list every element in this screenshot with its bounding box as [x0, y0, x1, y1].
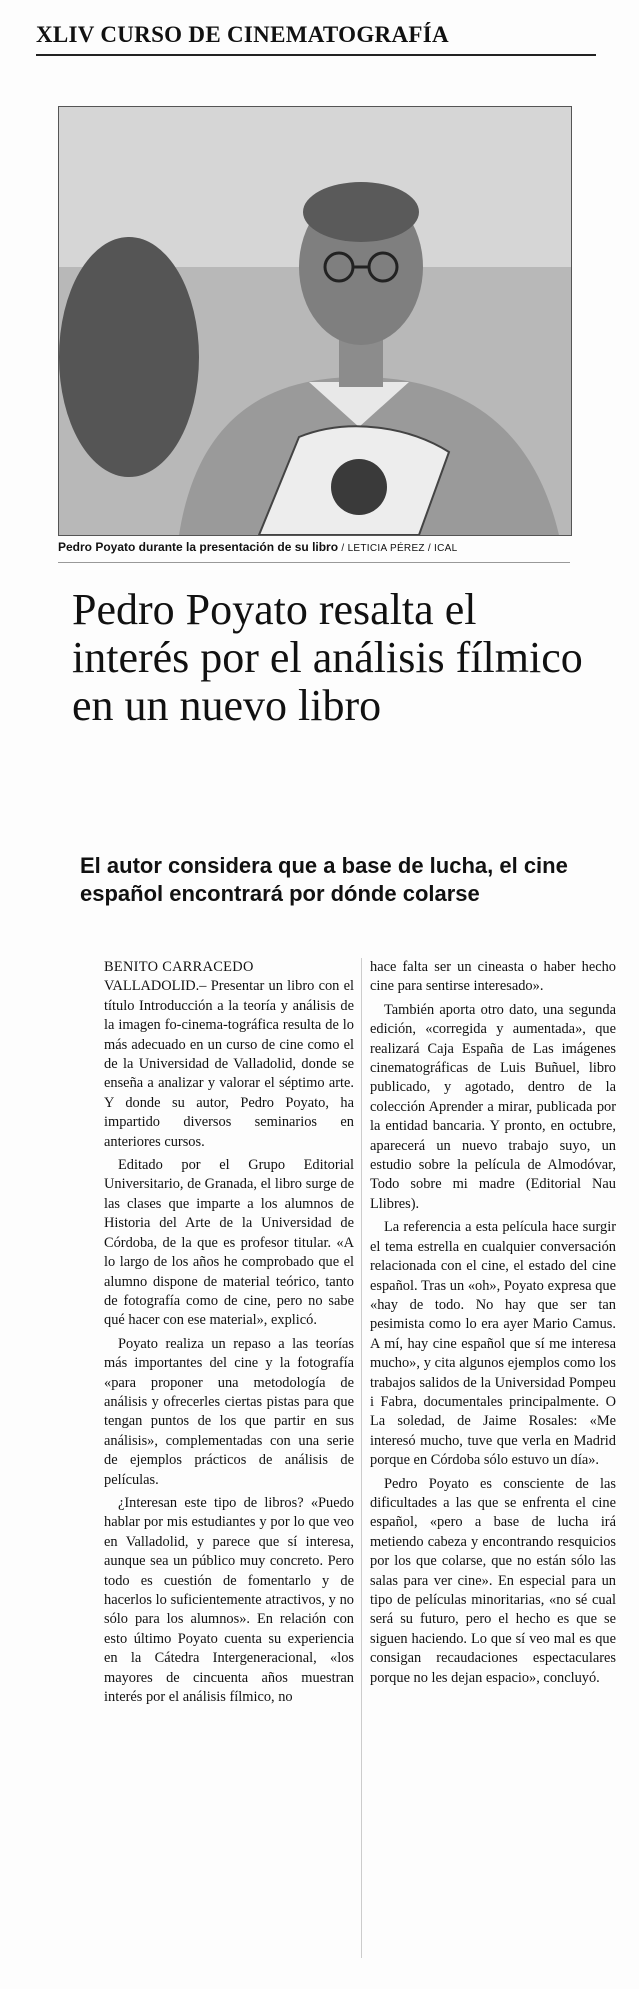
caption-divider	[58, 562, 570, 563]
section-header: XLIV CURSO DE CINEMATOGRAFÍA	[36, 22, 596, 56]
paragraph-text: Presentar un libro con el título Introducción a la teoría y análisis de la imagen fo-cinema-tográfica resulta de lo más adecuado en un curso de cine como el de la Universidad de Valladolid, donde se enseña a analizar y valorar el séptimo arte. Y donde su autor, Pedro Poyato, ha impartido diversos seminarios en anteriores cursos.	[104, 978, 354, 1150]
article-paragraph: Poyato realiza un repaso a las teorías más importantes del cine y la fotografía «para proponer una metodología de análisis y ofrecerles ciertas pistas para que tengan puntos de los que partir en sus análisis», complementadas con una serie de ejemplos prácticos de análisis de películas.	[104, 1335, 354, 1488]
article-paragraph: hace falta ser un cineasta o haber hecho cine para sentirse interesado».	[370, 959, 616, 995]
subheadline: El autor considera que a base de lucha, el cine español encontrará por dónde colarse	[80, 853, 568, 906]
article-paragraph	[104, 977, 354, 1152]
article-paragraph: Pedro Poyato es consciente de las dificultades a las que se enfrenta el cine español, «pero a base de lucha irá metiendo cabeza y encontrando resquicios por los que colarse, que no están sólo las salas para ver cine». En especial para un tipo de películas minoritarias, «no sé cual será su futuro, pero el hecho es que se siguen haciendo. Lo que sí veo mal es que consigan recaudaciones espectaculares porque no les dejan espacio», concluyó.	[370, 1475, 616, 1686]
article-paragraph: ¿Interesan este tipo de libros? «Puedo hablar por mis estudiantes y por lo que veo en Valladolid, y parece que sí interesa, aunque sea un público muy concreto. Pero todo es cuestión de fomentarlo y de hacerlos lo suficientemente atractivos, y no sólo para los alumnos». En relación con esto último Poyato cuenta su experiencia en la Cátedra Intergeneracional, «los mayores de cincuenta años muestran interés por el análisis fílmico, no	[104, 1494, 354, 1706]
byline-author: BENITO CARRACEDO	[104, 959, 254, 975]
article-column-left	[104, 958, 354, 1711]
caption-text: Pedro Poyato durante la presentación de su libro	[58, 540, 339, 554]
column-rule	[361, 958, 362, 1958]
article-paragraph: La referencia a esta película hace surgir el tema estrella en cualquier conversación relacionada con el cine, el estado del cine español. Tras un «oh», Poyato expresa que «hay de todo. No hay que ser tan pesimista como lo era ayer Mario Camus. A mí, hay cine español que sí me interesa mucho», y cita algunos ejemplos como los trabajos salidos de la Universidad Pompeu i Fabra, documentales principalmente. O La soledad, de Jaime Rosales: «Me interesó mucho, tuve que verla en Madrid porque en Córdoba sólo estuvo un día».	[370, 1219, 616, 1469]
article-paragraph: También aporta otro dato, una segunda edición, «corregida y aumentada», que realizará Caja España de Las imágenes cinematográficas de Luis Buñuel, libro publicado, y agotado, dentro de la colección Aprender a mirar, publicada por la entidad bancaria. Y pronto, en octubre, aparecerá un nuevo trabajo suyo, un estudio sobre la película de Almodóvar, Todo sobre mi madre (Editorial Nau Llibres).	[370, 1001, 616, 1212]
dateline: VALLADOLID.–	[104, 978, 207, 995]
photo-illustration	[59, 107, 571, 535]
photo-credit: / LETICIA PÉREZ / ICAL	[341, 543, 458, 554]
article-photo	[58, 106, 572, 536]
article-paragraph: Editado por el Grupo Editorial Universitario, de Granada, el libro surge de las clases que imparte a los alumnos de Historia del Arte de la Universidad de Córdoba, de la que es profesor titular. «A lo largo de los años he comprobado que el alumno dispone de material teórico, tanto de fotografía como de cine, pero no sabe qué hacer con ese material», explicó.	[104, 1157, 354, 1329]
headline: Pedro Poyato resalta el interés por el análisis fílmico en un nuevo libro	[72, 585, 583, 730]
article-column-right	[370, 958, 616, 1692]
photo-caption	[58, 540, 578, 554]
